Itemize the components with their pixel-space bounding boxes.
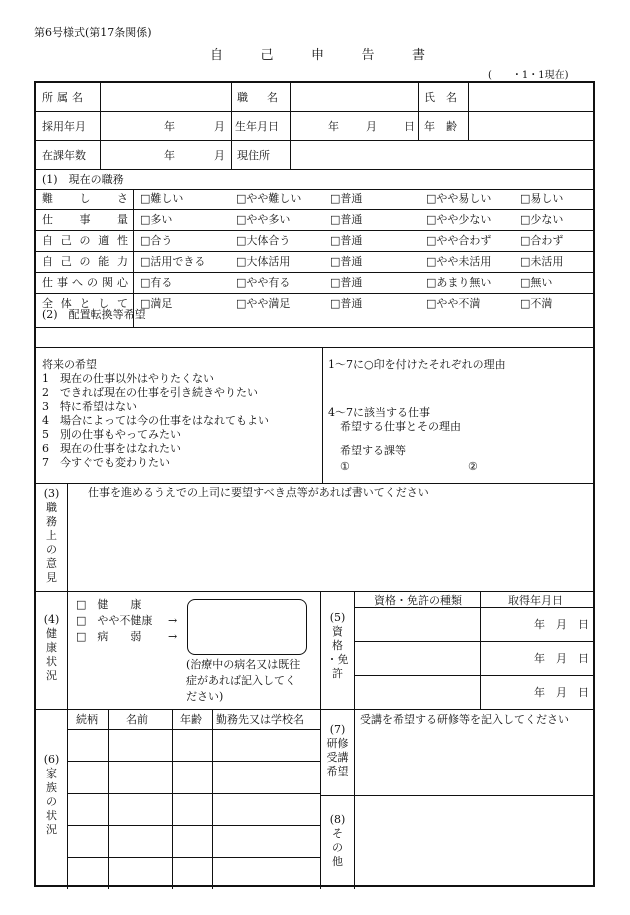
hire-date-label: 採用年月 [42, 120, 86, 133]
vertical-label-char: 意 [46, 557, 57, 570]
vertical-label-char: 許 [332, 667, 343, 680]
row-label-interest [42, 277, 128, 289]
row-label-char: 性 [117, 234, 128, 247]
section1-option-checkbox[interactable]: □やや満足 [236, 297, 291, 310]
section5-label [321, 611, 354, 681]
choice-6[interactable]: 6 現在の仕事をはなれたい [42, 442, 181, 455]
choice-4[interactable]: 4 場合によっては今の仕事をはなれてもよい [42, 414, 269, 427]
vertical-label-char: ・免 [326, 653, 349, 666]
health-note-1: (治療中の病名又は既往 [186, 658, 301, 671]
name-field[interactable] [469, 84, 591, 110]
section3-label [36, 487, 67, 585]
license-date-header: 取得年月日 [508, 594, 563, 607]
age-label: 年 齢 [424, 120, 457, 133]
vertical-label-char: 他 [332, 855, 343, 868]
section1-option-checkbox[interactable]: □多い [140, 213, 173, 226]
row-label-char: 力 [117, 255, 128, 268]
form-number: 第6号様式(第17条関係) [34, 26, 152, 39]
date-note: ( ・1・1現在) [488, 70, 569, 81]
form-table [34, 81, 595, 887]
section7-prompt: 受講を希望する研修等を記入してください [360, 713, 569, 726]
section1-option-checkbox[interactable]: □普通 [330, 255, 363, 268]
title-char: 書 [411, 48, 425, 63]
section8-label [321, 813, 354, 869]
vertical-label-char: の [332, 841, 343, 854]
name-label: 氏 名 [424, 91, 457, 104]
row-label-aptitude [42, 235, 128, 247]
affiliation-label: 所属名 [42, 91, 87, 104]
section1-option-checkbox[interactable]: □やや多い [236, 213, 291, 226]
license-type-header: 資格・免許の種類 [374, 594, 462, 607]
section1-option-checkbox[interactable]: □活用できる [140, 255, 206, 268]
vertical-label-char: 受講 [326, 751, 349, 764]
vertical-label-char: 況 [46, 823, 57, 836]
position-field[interactable] [291, 84, 417, 110]
section1-option-checkbox[interactable]: □易しい [520, 192, 564, 205]
row-label-char: 全 [42, 297, 53, 310]
section3-field[interactable] [69, 503, 591, 589]
section6-label [36, 753, 67, 837]
choice-7[interactable]: 7 今すぐでも変わりたい [42, 456, 170, 469]
vertical-label-char: の [46, 543, 57, 556]
arrow-1: → [168, 614, 178, 627]
arrow-2: → [168, 630, 178, 643]
health-healthy[interactable]: □ 健 康 [76, 598, 142, 611]
reason-note: 1〜7に○印を付けたそれぞれの理由 [328, 358, 506, 371]
row-label-char: て [117, 297, 128, 310]
hire-month-unit: 月 [214, 120, 225, 133]
section1-title: (1) 現在の職務 [42, 173, 124, 186]
choice-3[interactable]: 3 特に希望はない [42, 400, 137, 413]
health-note-2: 症があれば記入してく [186, 674, 296, 687]
vertical-label-char: 務 [46, 515, 57, 528]
birth-year-unit: 年 [328, 120, 339, 133]
vertical-label-char: の [46, 795, 57, 808]
row-label-char: の [79, 234, 91, 247]
vertical-label-char: 研修 [326, 737, 349, 750]
position-label: 職 名 [237, 91, 282, 104]
row-label-char: 自 [42, 234, 53, 247]
row-label-char: 事 [57, 276, 68, 289]
vertical-label-char: 格 [332, 639, 343, 652]
row-label-char: の [87, 276, 98, 289]
section1-option-checkbox[interactable]: □普通 [330, 297, 363, 310]
vertical-label-char: 状 [46, 655, 57, 668]
section1-option-checkbox[interactable]: □普通 [330, 192, 363, 205]
section4-label [36, 613, 67, 683]
row-label-char: 能 [98, 255, 110, 268]
age-field[interactable] [469, 113, 591, 139]
vertical-label-char: (7) [329, 723, 346, 736]
row-label-ability [42, 256, 128, 268]
row-label-char: 関 [102, 276, 113, 289]
document-title [210, 44, 425, 63]
vertical-label-char: (4) [43, 613, 60, 626]
desired-section-label: 希望する課等 [340, 444, 406, 457]
birth-month-unit: 月 [366, 120, 377, 133]
license-date-3[interactable]: 年 月 日 [534, 686, 589, 699]
section1-option-checkbox[interactable]: □無い [520, 276, 553, 289]
health-slightly-unhealthy[interactable]: □ やや不健康 [76, 614, 153, 627]
section1-option-checkbox[interactable]: □大体活用 [236, 255, 291, 268]
row-label-char: し [98, 297, 110, 310]
section1-option-checkbox[interactable]: □あまり無い [426, 276, 492, 289]
address-label: 現住所 [237, 149, 270, 162]
row-label-workload [42, 214, 128, 226]
vertical-label-char: 職 [46, 501, 57, 514]
vertical-label-char: (6) [43, 753, 60, 766]
row-label-char: 自 [42, 255, 53, 268]
vertical-label-char: 健 [46, 627, 57, 640]
family-col-workplace: 勤務先又は学校名 [216, 713, 304, 726]
years-in-section-label: 在課年数 [42, 149, 86, 162]
section7-field[interactable] [356, 731, 591, 791]
row-label-char: 仕 [42, 213, 53, 226]
choice-5[interactable]: 5 別の仕事もやってみたい [42, 428, 181, 441]
section3-prompt: 仕事を進めるうえでの上司に要望すべき点等があれば書いてください [88, 486, 429, 499]
section1-option-checkbox[interactable]: □やや不満 [426, 297, 481, 310]
license-date-1[interactable]: 年 月 日 [534, 618, 589, 631]
family-col-relation: 続柄 [76, 713, 98, 726]
vertical-label-char: (3) [43, 487, 60, 500]
desired-section-1[interactable]: ① [340, 460, 350, 473]
row-label-char: 事 [79, 213, 91, 226]
section1-option-checkbox[interactable]: □普通 [330, 213, 363, 226]
health-frail[interactable]: □ 病 弱 [76, 630, 142, 643]
section1-option-checkbox[interactable]: □不満 [520, 297, 553, 310]
note-4-7: 4〜7に該当する仕事 [328, 406, 430, 419]
row-label-char: し [79, 192, 91, 205]
section1-option-checkbox[interactable]: □普通 [330, 276, 363, 289]
vertical-label-char: 上 [46, 529, 57, 542]
health-note-3: ださい) [186, 690, 224, 703]
section7-label [321, 723, 354, 779]
section2-title: (2) 配置転換等希望 [42, 308, 146, 321]
title-char: 己 [260, 48, 274, 63]
vertical-label-char: 資 [332, 625, 343, 638]
family-col-name: 名前 [126, 713, 148, 726]
vertical-label-char: 希望 [326, 765, 349, 778]
section1-option-checkbox[interactable]: □やや合わず [426, 234, 492, 247]
desired-section-2[interactable]: ② [468, 460, 478, 473]
section1-option-checkbox[interactable]: □満足 [140, 297, 173, 310]
desired-work-label: 希望する仕事とその理由 [340, 420, 461, 433]
hire-year-unit: 年 [164, 120, 175, 133]
vertical-label-char: 家 [46, 767, 57, 780]
title-char: 申 [310, 48, 324, 63]
choice-2[interactable]: 2 できれば現在の仕事を引き続きやりたい [42, 386, 258, 399]
section1-option-checkbox[interactable]: □合わず [520, 234, 564, 247]
vertical-label-char: (8) [329, 813, 346, 826]
row-label-char: と [79, 297, 91, 310]
section1-option-checkbox[interactable]: □合う [140, 234, 173, 247]
section8-field[interactable] [356, 797, 591, 887]
address-field[interactable] [291, 142, 591, 168]
section1-option-checkbox[interactable]: □やや難しい [236, 192, 302, 205]
row-label-char: 量 [117, 213, 128, 226]
title-char: 自 [210, 48, 224, 63]
section1-option-checkbox[interactable]: □やや有る [236, 276, 291, 289]
affiliation-field[interactable] [101, 84, 230, 110]
illness-bracket[interactable] [187, 599, 307, 655]
section1-option-checkbox[interactable]: □少ない [520, 213, 564, 226]
row-label-char: の [79, 255, 91, 268]
section1-option-checkbox[interactable]: □未活用 [520, 255, 564, 268]
family-col-age: 年齢 [180, 713, 202, 726]
vertical-label-char: 況 [46, 669, 57, 682]
row-label-char: 難 [42, 192, 53, 205]
section1-option-checkbox[interactable]: □普通 [330, 234, 363, 247]
license-date-2[interactable]: 年 月 日 [534, 652, 589, 665]
row-label-char: 体 [60, 297, 72, 310]
vertical-label-char: 族 [46, 781, 57, 794]
birth-date-label: 生年月日 [235, 120, 279, 133]
vertical-label-char: 康 [46, 641, 57, 654]
vertical-label-char: そ [332, 827, 343, 840]
section1-option-checkbox[interactable]: □やや少ない [426, 213, 492, 226]
choice-1[interactable]: 1 現在の仕事以外はやりたくない [42, 372, 214, 385]
section1-option-checkbox[interactable]: □難しい [140, 192, 184, 205]
row-label-char: 己 [60, 255, 72, 268]
section1-option-checkbox[interactable]: □やや易しい [426, 192, 492, 205]
row-label-char: へ [72, 276, 83, 289]
section1-option-checkbox[interactable]: □大体合う [236, 234, 291, 247]
row-label-difficulty [42, 193, 128, 205]
vertical-label-char: (5) [329, 611, 346, 624]
vertical-label-char: 状 [46, 809, 57, 822]
section-month-unit: 月 [214, 149, 225, 162]
section1-option-checkbox[interactable]: □やや未活用 [426, 255, 492, 268]
row-label-char: さ [117, 192, 128, 205]
row-label-char: 仕 [42, 276, 53, 289]
row-label-char: 己 [60, 234, 72, 247]
birth-day-unit: 日 [404, 120, 415, 133]
future-hope-heading: 将来の希望 [42, 358, 97, 371]
section-year-unit: 年 [164, 149, 175, 162]
title-char: 告 [361, 48, 375, 63]
vertical-label-char: 見 [46, 571, 57, 584]
section1-option-checkbox[interactable]: □有る [140, 276, 173, 289]
row-label-char: 心 [117, 276, 128, 289]
row-label-char: 適 [98, 234, 110, 247]
